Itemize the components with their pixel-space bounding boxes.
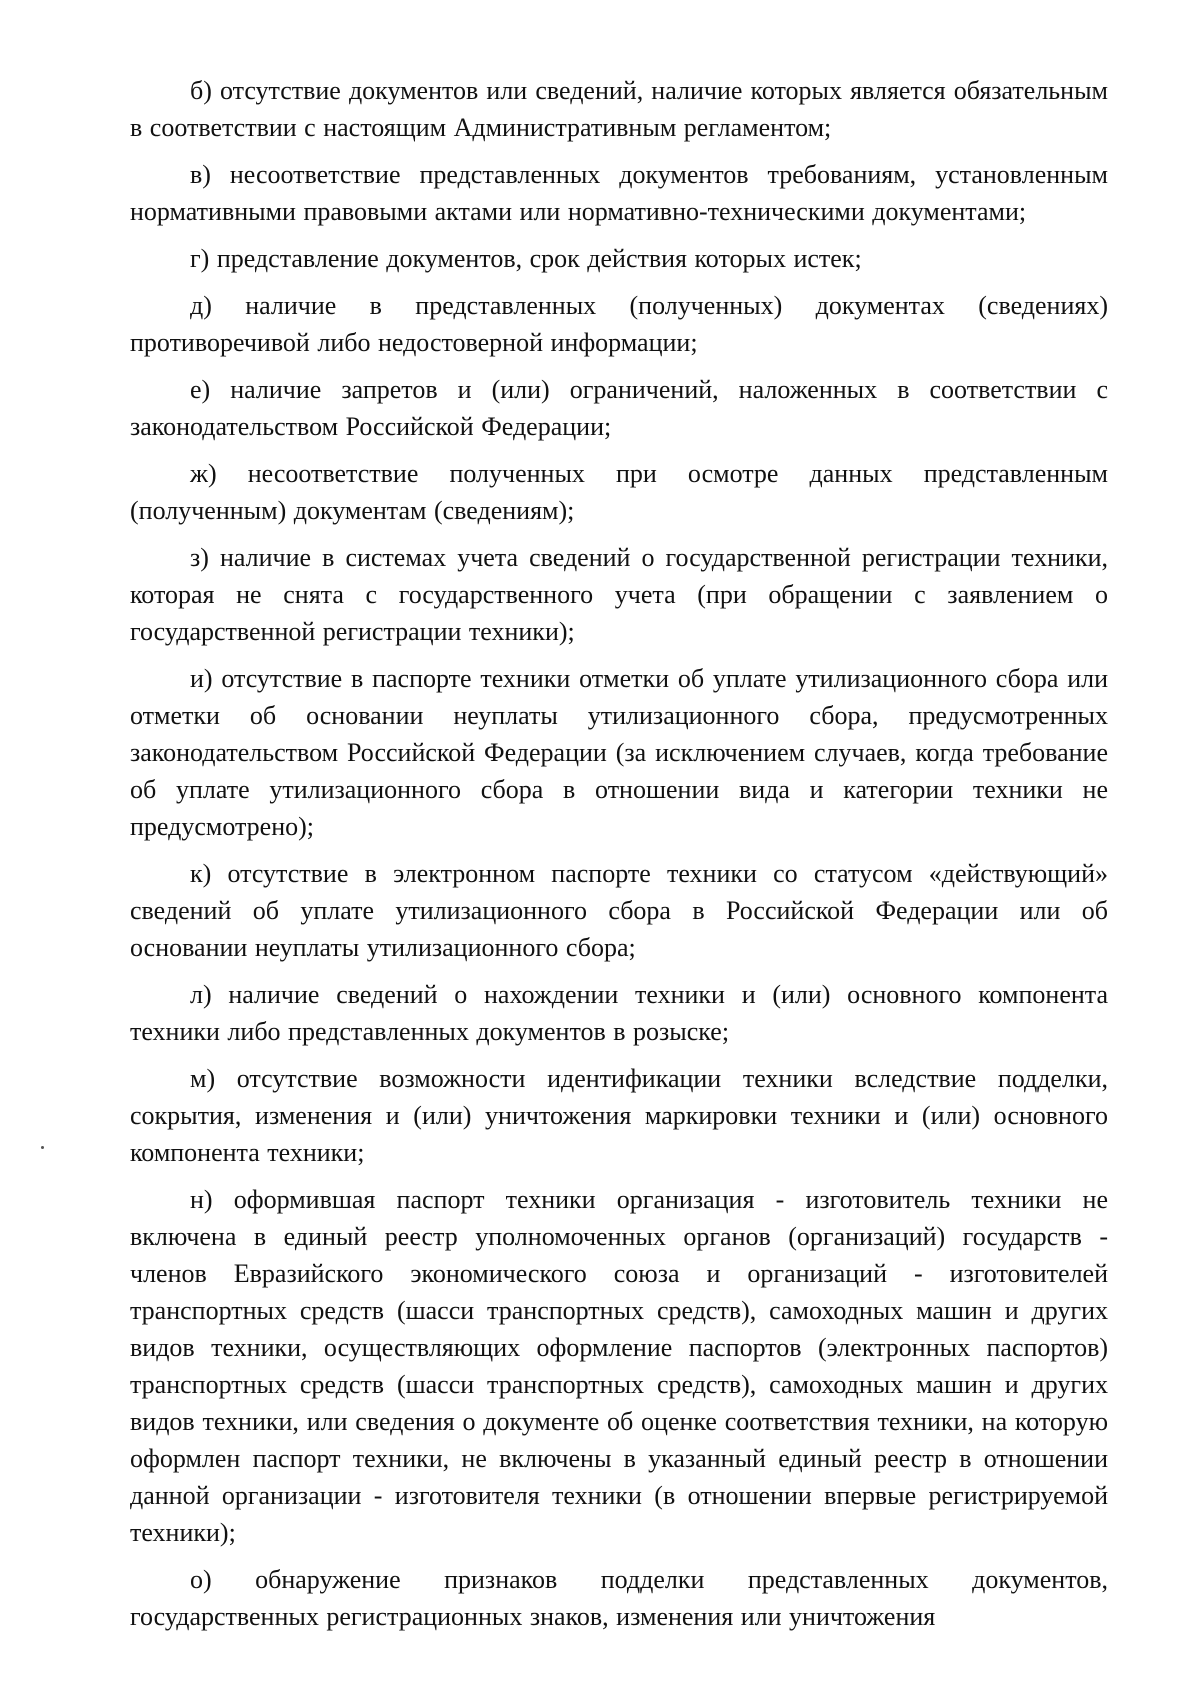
scan-speck xyxy=(41,1146,44,1149)
paragraph-n: н) оформившая паспорт техники организация - изготовитель техники не включена в единый реестр уполномоченных органов (организаций) государств - членов Евразийского экономического союза и организаций - изготовителей транспортных средств (шасси транспортных средств), самоходных машин и других видов техники, осуществляющих оформление паспортов (электронных паспортов) транспортных средств (шасси транспортных средств), самоходных машин и других видов техники, или сведения о документе об оценке соответствия техники, на которую оформлен паспорт техники, не включены в указанный единый реестр в отношении данной организации - изготовителя техники (в отношении впервые регистрируемой техники); xyxy=(130,1185,1108,1547)
paragraph-v: в) несоответствие представленных документов требованиям, установленным нормативными правовыми актами или нормативно-техническими документами; xyxy=(130,160,1108,226)
paragraph-e: е) наличие запретов и (или) ограничений, наложенных в соответствии с законодательством Российской Федерации; xyxy=(130,375,1108,441)
paragraph-m: м) отсутствие возможности идентификации техники вследствие подделки, сокрытия, изменения и (или) уничтожения маркировки техники и (или) основного компонента техники; xyxy=(130,1064,1108,1167)
paragraph-o: о) обнаружение признаков подделки представленных документов, государственных регистрационных знаков, изменения или уничтожения xyxy=(130,1565,1108,1631)
paragraph-zh: ж) несоответствие полученных при осмотре данных представленным (полученным) документам (сведениям); xyxy=(130,459,1108,525)
paragraph-d: д) наличие в представленных (полученных) документах (сведениях) противоречивой либо недостоверной информации; xyxy=(130,291,1108,357)
paragraph-k: к) отсутствие в электронном паспорте техники со статусом «действующий» сведений об уплате утилизационного сбора в Российской Федерации или об основании неуплаты утилизационного сбора; xyxy=(130,859,1108,962)
paragraph-i: и) отсутствие в паспорте техники отметки об уплате утилизационного сбора или отметки об основании неуплаты утилизационного сбора, предусмотренных законодательством Российской Федерации (за исключением случаев, когда требование об уплате утилизационного сбора в отношении вида и категории техники не предусмотрено); xyxy=(130,664,1108,841)
paragraph-g: г) представление документов, срок действия которых истек; xyxy=(190,244,862,273)
paragraph-l: л) наличие сведений о нахождении техники и (или) основного компонента техники либо представленных документов в розыске; xyxy=(130,980,1108,1046)
paragraph-z: з) наличие в системах учета сведений о государственной регистрации техники, которая не снята с государственного учета (при обращении с заявлением о государственной регистрации техники); xyxy=(130,543,1108,646)
paragraph-b: б) отсутствие документов или сведений, наличие которых является обязательным в соответствии с настоящим Административным регламентом; xyxy=(130,76,1108,142)
